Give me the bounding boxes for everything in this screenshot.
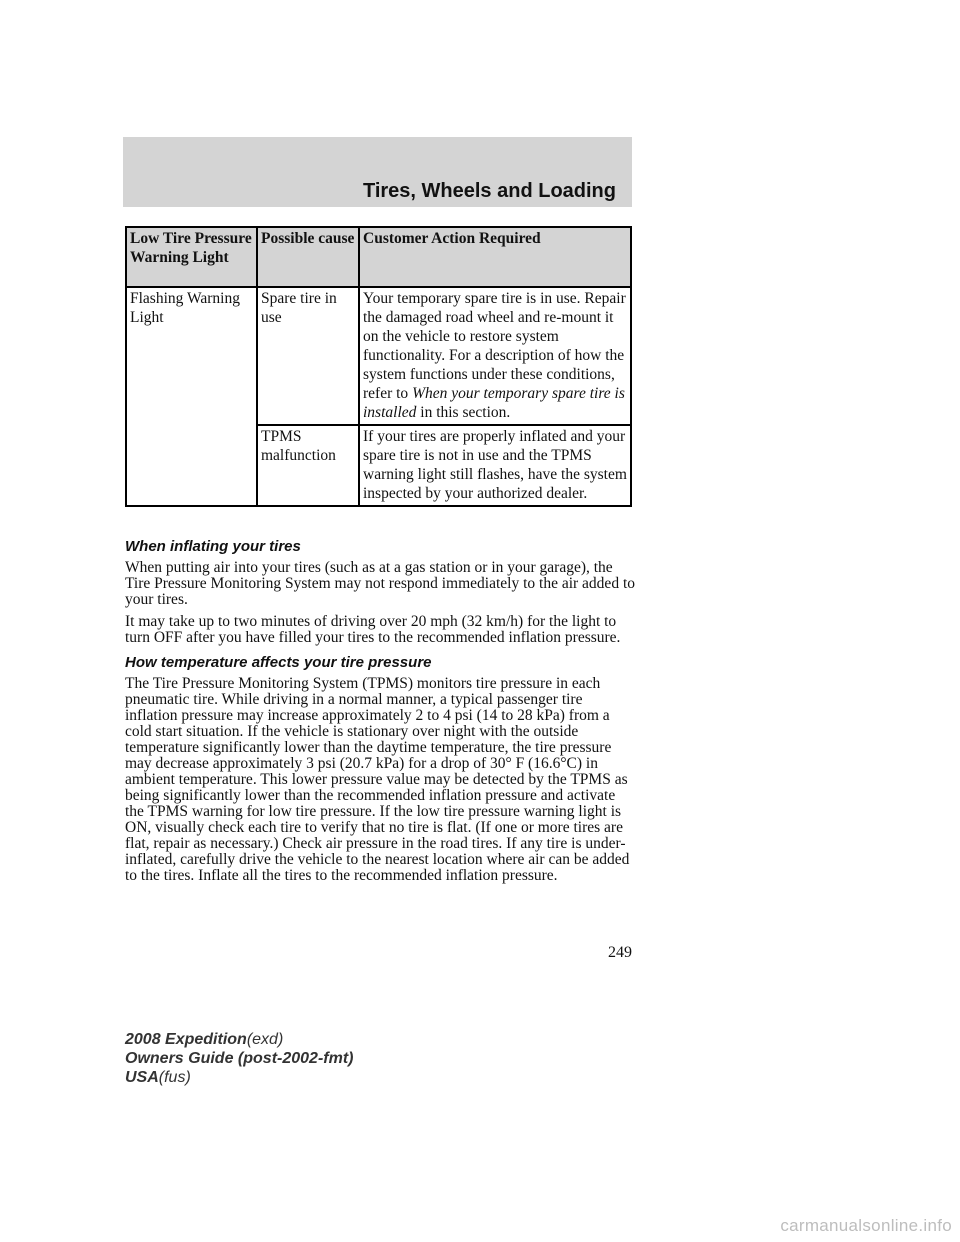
- cell-action-malfunction: If your tires are properly inflated and your spare tire is not in use and the TPMS warning light still flashes, have the system inspected by your authorized dealer.: [359, 425, 631, 506]
- column-header-light: Low Tire Pressure Warning Light: [126, 227, 257, 287]
- cell-action-spare: [359, 287, 631, 425]
- action-text-end: in this section.: [416, 404, 511, 421]
- heading-temperature: How temperature affects your tire pressure: [125, 654, 432, 671]
- watermark: carmanualsonline.info: [780, 1216, 952, 1235]
- cell-cause-malfunction: TPMS malfunction: [257, 425, 359, 506]
- paragraph: It may take up to two minutes of driving over 20 mph (32 km/h) for the light to turn OFF after you have filled your tires to the recommended inflation pressure.: [125, 613, 621, 646]
- table-header-row: [126, 227, 631, 287]
- paragraph: The Tire Pressure Monitoring System (TPMS) monitors tire pressure in each pneumatic tire. While driving in a normal manner, a typical passenger tire inflation pressure may increase approximately 2 to 4 psi (14 to 28 kPa) from a cold start situation. If the vehicle is stationary over night with the outside temperature significantly lower than the daytime temperature, the tire pressure may decrease approximately 3 psi (20.7 kPa) for a drop of 30° F (16.6°C) in ambient temperature. This lower pressure value may be detected by the TPMS as being significantly lower than the recommended inflation pressure and activate the TPMS warning for low tire pressure. If the low tire pressure warning light is ON, visually check each tire to verify that no tire is flat. (If one or more tires are flat, repair as necessary.) Check air pressure in the road tires. If any tire is under-inflated, carefully drive the vehicle to the nearest location where air can be added to the tires. Inflate all the tires to the recommended inflation pressure.: [125, 675, 630, 884]
- section-header-band: [123, 137, 632, 207]
- tpms-warning-table: [125, 226, 632, 507]
- footer-line-market: [125, 1068, 353, 1087]
- cell-cause-spare: Spare tire in use: [257, 287, 359, 425]
- cell-warning-light: Flashing Warning Light: [126, 287, 257, 506]
- footer-line-model: [125, 1030, 353, 1049]
- section-reference: When your temporary spare tire is installed: [363, 385, 625, 421]
- footer-model: 2008 Expedition: [125, 1031, 247, 1048]
- footer-model-code: (exd): [246, 1031, 284, 1048]
- heading-inflating: When inflating your tires: [125, 538, 301, 555]
- column-header-cause: Possible cause: [257, 227, 359, 287]
- document-footer: [125, 1030, 353, 1087]
- footer-guide: Owners Guide (post-2002-fmt): [125, 1050, 354, 1067]
- page-number: 249: [608, 944, 632, 961]
- table-row: [126, 287, 631, 425]
- paragraph: When putting air into your tires (such as at a gas station or in your garage), the Tire Pressure Monitoring System may not respond immediately to the air added to your tires.: [125, 559, 635, 608]
- section-title: Tires, Wheels and Loading: [362, 180, 616, 202]
- column-header-action: Customer Action Required: [359, 227, 631, 287]
- footer-line-guide: [125, 1049, 353, 1068]
- footer-market-code: (fus): [158, 1069, 191, 1086]
- footer-market: USA: [125, 1069, 159, 1086]
- action-text: Your temporary spare tire is in use. Repair the damaged road wheel and re-mount it on the vehicle to restore system functionality. For a description of how the system functions under these conditions, refer to: [363, 290, 626, 402]
- body-content: [125, 538, 635, 890]
